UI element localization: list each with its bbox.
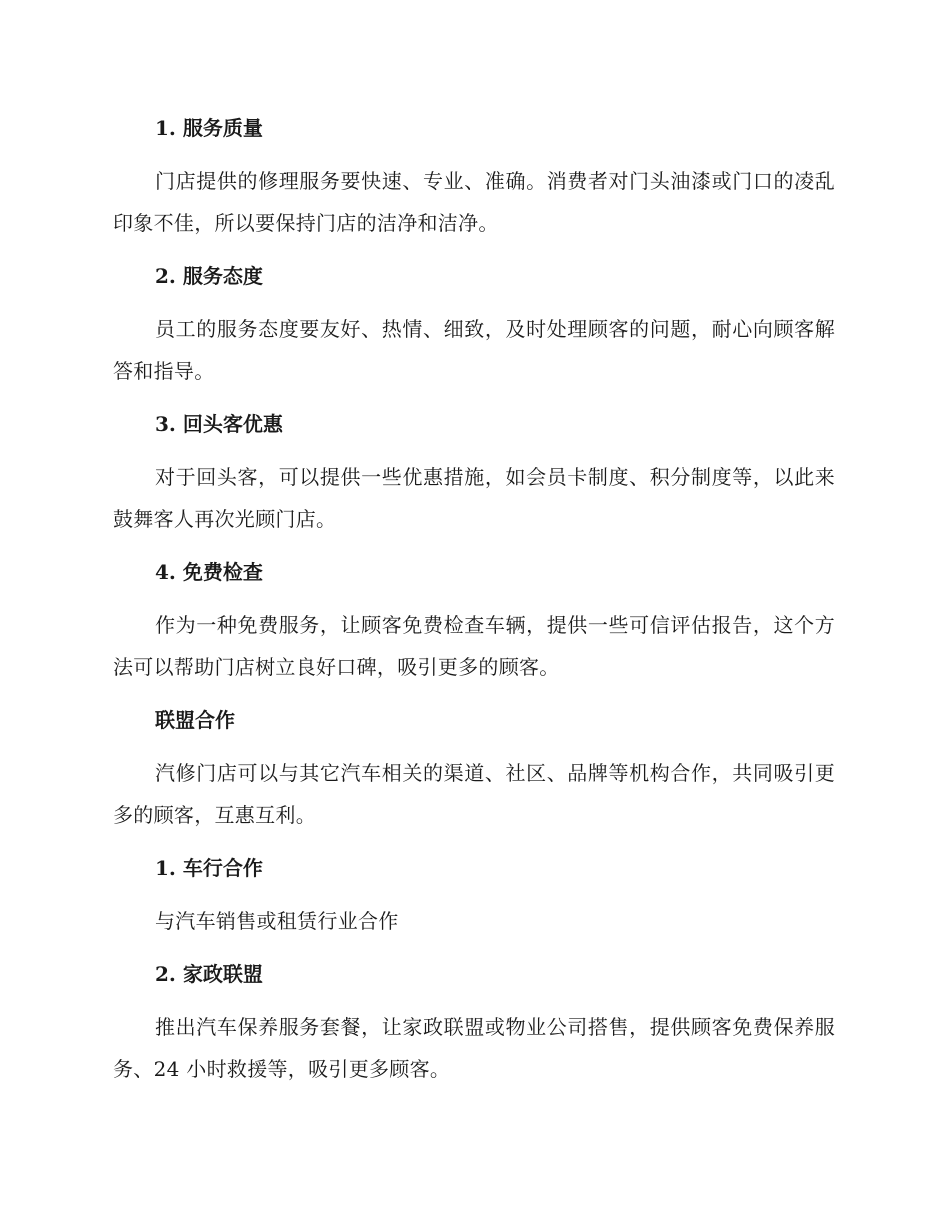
section-heading-free-inspection: 4. 免费检查 [155,560,263,584]
section-text-alliance: 汽修门店可以与其它汽车相关的渠道、社区、品牌等机构合作，共同吸引更多的顾客，互惠互利。 [113,761,835,827]
section-text-housekeeping-alliance: 推出汽车保养服务套餐，让家政联盟或物业公司搭售，提供顾客免费保养服务、24 小时救援等，吸引更多顾客。 [113,1015,835,1081]
section-text-free-inspection: 作为一种免费服务，让顾客免费检查车辆，提供一些可信评估报告，这个方法可以帮助门店树立良好口碑，吸引更多的顾客。 [113,613,835,679]
section-heading-returning-customer: 3. 回头客优惠 [155,412,283,436]
section-heading-dealer-cooperation: 1. 车行合作 [155,856,263,880]
section-text-service-attitude: 员工的服务态度要友好、热情、细致，及时处理顾客的问题，耐心向顾客解答和指导。 [113,317,835,383]
section-heading-alliance: 联盟合作 [155,708,235,732]
section-heading-service-attitude: 2. 服务态度 [155,264,263,288]
document-page [113,108,835,1102]
section-text-returning-customer: 对于回头客，可以提供一些优惠措施，如会员卡制度、积分制度等，以此来鼓舞客人再次光顾门店。 [113,465,835,531]
section-heading-housekeeping-alliance: 2. 家政联盟 [155,962,263,986]
section-text-dealer-cooperation: 与汽车销售或租赁行业合作 [155,909,399,933]
section-heading-service-quality: 1. 服务质量 [155,116,263,140]
section-text-service-quality: 门店提供的修理服务要快速、专业、准确。消费者对门头油漆或门口的凌乱印象不佳，所以要保持门店的洁净和洁净。 [113,169,835,235]
